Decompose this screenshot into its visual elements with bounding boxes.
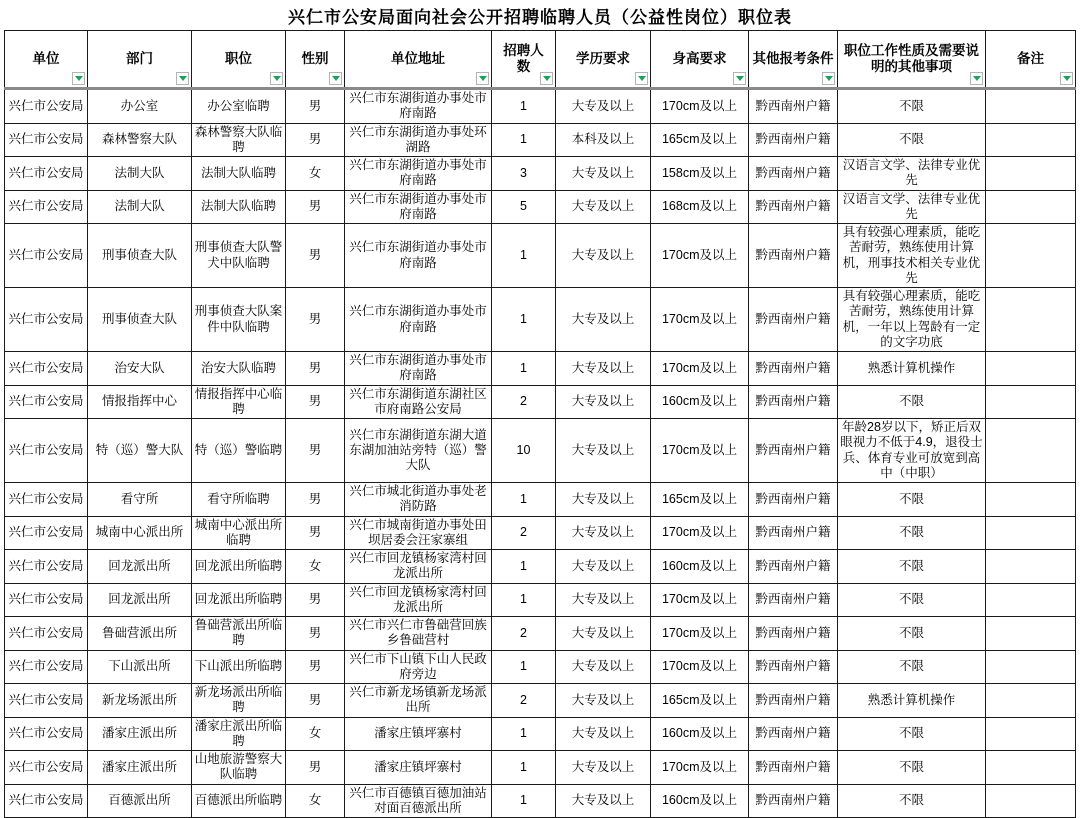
cell-position: 刑事侦查大队案件中队临聘	[192, 288, 286, 352]
cell-other-conditions: 黔西南州户籍	[749, 190, 838, 224]
job-positions-table	[4, 30, 1076, 818]
cell-position: 法制大队临聘	[192, 190, 286, 224]
cell-department: 特（巡）警大队	[88, 419, 192, 483]
header-row	[5, 31, 1076, 89]
cell-job-nature: 不限	[838, 123, 986, 157]
column-header-headcount	[492, 31, 556, 89]
table-row	[5, 583, 1076, 617]
table-row	[5, 784, 1076, 818]
cell-height-req: 165cm及以上	[651, 123, 749, 157]
column-header-label: 学历要求	[576, 50, 630, 66]
cell-address: 兴仁市下山镇下山人民政府旁边	[345, 650, 492, 684]
filter-dropdown-button[interactable]	[329, 72, 342, 85]
cell-other-conditions: 黔西南州户籍	[749, 352, 838, 386]
cell-gender: 男	[286, 483, 345, 517]
cell-other-conditions: 黔西南州户籍	[749, 157, 838, 191]
cell-job-nature: 不限	[838, 717, 986, 751]
cell-position: 回龙派出所临聘	[192, 583, 286, 617]
cell-unit: 兴仁市公安局	[5, 717, 88, 751]
cell-gender: 男	[286, 617, 345, 651]
cell-education: 大专及以上	[556, 751, 651, 785]
table-row	[5, 123, 1076, 157]
cell-job-nature: 不限	[838, 751, 986, 785]
cell-gender: 男	[286, 650, 345, 684]
cell-gender: 女	[286, 784, 345, 818]
table-row	[5, 89, 1076, 124]
cell-remarks	[986, 288, 1076, 352]
cell-education: 大专及以上	[556, 385, 651, 419]
cell-education: 大专及以上	[556, 583, 651, 617]
filter-arrow-icon	[543, 76, 551, 81]
table-row	[5, 751, 1076, 785]
cell-gender: 女	[286, 550, 345, 584]
cell-other-conditions: 黔西南州户籍	[749, 784, 838, 818]
cell-address: 兴仁市东湖街道办事处市府南路	[345, 190, 492, 224]
cell-position: 城南中心派出所临聘	[192, 516, 286, 550]
cell-address: 兴仁市百德镇百德加油站对面百德派出所	[345, 784, 492, 818]
cell-gender: 男	[286, 751, 345, 785]
cell-height-req: 170cm及以上	[651, 419, 749, 483]
cell-gender: 男	[286, 89, 345, 124]
filter-arrow-icon	[273, 76, 281, 81]
cell-height-req: 165cm及以上	[651, 483, 749, 517]
column-header-education	[556, 31, 651, 89]
filter-arrow-icon	[1063, 76, 1071, 81]
table-row	[5, 224, 1076, 288]
cell-job-nature: 不限	[838, 483, 986, 517]
filter-dropdown-button[interactable]	[1060, 72, 1073, 85]
cell-remarks	[986, 385, 1076, 419]
cell-job-nature: 具有较强心理素质，能吃苦耐劳，熟练使用计算机，刑事技术相关专业优先	[838, 224, 986, 288]
cell-height-req: 168cm及以上	[651, 190, 749, 224]
cell-education: 大专及以上	[556, 516, 651, 550]
cell-job-nature: 熟悉计算机操作	[838, 684, 986, 718]
cell-job-nature: 不限	[838, 617, 986, 651]
cell-address: 兴仁市东湖街道办事处市府南路	[345, 224, 492, 288]
table-row	[5, 352, 1076, 386]
cell-department: 情报指挥中心	[88, 385, 192, 419]
cell-position: 办公室临聘	[192, 89, 286, 124]
column-header-gender	[286, 31, 345, 89]
cell-unit: 兴仁市公安局	[5, 784, 88, 818]
cell-position: 法制大队临聘	[192, 157, 286, 191]
cell-gender: 男	[286, 385, 345, 419]
table-body	[5, 89, 1076, 818]
cell-headcount: 1	[492, 717, 556, 751]
cell-address: 兴仁市东湖街道办事处环湖路	[345, 123, 492, 157]
cell-job-nature: 不限	[838, 385, 986, 419]
column-header-label: 招聘人数	[503, 42, 544, 74]
cell-address: 兴仁市东湖街道办事处市府南路	[345, 288, 492, 352]
cell-other-conditions: 黔西南州户籍	[749, 583, 838, 617]
cell-position: 鲁础营派出所临聘	[192, 617, 286, 651]
cell-education: 大专及以上	[556, 288, 651, 352]
cell-unit: 兴仁市公安局	[5, 123, 88, 157]
page-title	[0, 0, 1080, 30]
cell-gender: 男	[286, 288, 345, 352]
cell-unit: 兴仁市公安局	[5, 385, 88, 419]
cell-headcount: 1	[492, 550, 556, 584]
cell-unit: 兴仁市公安局	[5, 684, 88, 718]
cell-job-nature: 不限	[838, 784, 986, 818]
cell-height-req: 170cm及以上	[651, 583, 749, 617]
cell-job-nature: 不限	[838, 583, 986, 617]
cell-unit: 兴仁市公安局	[5, 288, 88, 352]
cell-education: 大专及以上	[556, 550, 651, 584]
column-header-unit	[5, 31, 88, 89]
cell-other-conditions: 黔西南州户籍	[749, 650, 838, 684]
cell-unit: 兴仁市公安局	[5, 483, 88, 517]
cell-department: 法制大队	[88, 190, 192, 224]
column-header-label: 其他报考条件	[752, 50, 834, 66]
table-row	[5, 550, 1076, 584]
cell-department: 回龙派出所	[88, 550, 192, 584]
cell-remarks	[986, 190, 1076, 224]
cell-position: 百德派出所临聘	[192, 784, 286, 818]
cell-height-req: 170cm及以上	[651, 224, 749, 288]
filter-arrow-icon	[638, 76, 646, 81]
table-row	[5, 650, 1076, 684]
cell-department: 潘家庄派出所	[88, 717, 192, 751]
cell-department: 新龙场派出所	[88, 684, 192, 718]
cell-job-nature: 不限	[838, 89, 986, 124]
cell-headcount: 2	[492, 684, 556, 718]
cell-height-req: 170cm及以上	[651, 352, 749, 386]
cell-education: 大专及以上	[556, 617, 651, 651]
cell-education: 大专及以上	[556, 190, 651, 224]
cell-other-conditions: 黔西南州户籍	[749, 224, 838, 288]
cell-department: 森林警察大队	[88, 123, 192, 157]
cell-job-nature: 不限	[838, 650, 986, 684]
column-header-label: 身高要求	[672, 50, 727, 66]
cell-address: 兴仁市东湖街道办事处市府南路	[345, 89, 492, 124]
cell-gender: 男	[286, 352, 345, 386]
cell-address: 兴仁市兴仁市鲁础营回族乡鲁础营村	[345, 617, 492, 651]
column-header-label: 性别	[301, 50, 329, 66]
cell-unit: 兴仁市公安局	[5, 550, 88, 584]
cell-job-nature: 不限	[838, 516, 986, 550]
cell-gender: 男	[286, 224, 345, 288]
cell-position: 森林警察大队临聘	[192, 123, 286, 157]
table-row	[5, 157, 1076, 191]
cell-education: 大专及以上	[556, 419, 651, 483]
cell-unit: 兴仁市公安局	[5, 352, 88, 386]
cell-headcount: 1	[492, 784, 556, 818]
cell-other-conditions: 黔西南州户籍	[749, 288, 838, 352]
column-header-label: 职位工作性质及需要说明的其他事项	[844, 42, 979, 74]
filter-dropdown-button[interactable]	[72, 72, 85, 85]
cell-unit: 兴仁市公安局	[5, 583, 88, 617]
table-row	[5, 419, 1076, 483]
cell-headcount: 5	[492, 190, 556, 224]
table-row	[5, 516, 1076, 550]
column-header-department	[88, 31, 192, 89]
cell-other-conditions: 黔西南州户籍	[749, 617, 838, 651]
column-header-label: 单位	[32, 50, 60, 66]
cell-education: 本科及以上	[556, 123, 651, 157]
cell-other-conditions: 黔西南州户籍	[749, 419, 838, 483]
cell-remarks	[986, 583, 1076, 617]
cell-position: 下山派出所临聘	[192, 650, 286, 684]
cell-headcount: 3	[492, 157, 556, 191]
cell-position: 回龙派出所临聘	[192, 550, 286, 584]
cell-headcount: 1	[492, 352, 556, 386]
cell-height-req: 160cm及以上	[651, 385, 749, 419]
table-row	[5, 617, 1076, 651]
cell-headcount: 1	[492, 123, 556, 157]
cell-department: 办公室	[88, 89, 192, 124]
cell-other-conditions: 黔西南州户籍	[749, 385, 838, 419]
cell-gender: 女	[286, 157, 345, 191]
cell-remarks	[986, 784, 1076, 818]
cell-department: 潘家庄派出所	[88, 751, 192, 785]
cell-job-nature: 不限	[838, 550, 986, 584]
filter-dropdown-button[interactable]	[270, 72, 283, 85]
cell-height-req: 170cm及以上	[651, 288, 749, 352]
cell-education: 大专及以上	[556, 157, 651, 191]
cell-remarks	[986, 617, 1076, 651]
cell-education: 大专及以上	[556, 650, 651, 684]
filter-dropdown-button[interactable]	[822, 72, 835, 85]
cell-address: 兴仁市城南街道办事处田坝居委会汪家寨组	[345, 516, 492, 550]
column-header-label: 单位地址	[391, 50, 445, 66]
cell-position: 刑事侦查大队警犬中队临聘	[192, 224, 286, 288]
filter-arrow-icon	[479, 76, 487, 81]
cell-height-req: 170cm及以上	[651, 617, 749, 651]
cell-department: 刑事侦查大队	[88, 288, 192, 352]
cell-headcount: 2	[492, 516, 556, 550]
cell-headcount: 1	[492, 224, 556, 288]
cell-remarks	[986, 419, 1076, 483]
page-title-text: 兴仁市公安局面向社会公开招聘临聘人员（公益性岗位）职位表	[288, 7, 792, 27]
column-header-label: 部门	[126, 50, 153, 66]
column-header-height-req	[651, 31, 749, 89]
cell-other-conditions: 黔西南州户籍	[749, 483, 838, 517]
cell-height-req: 170cm及以上	[651, 516, 749, 550]
cell-gender: 男	[286, 516, 345, 550]
table-row	[5, 385, 1076, 419]
cell-other-conditions: 黔西南州户籍	[749, 89, 838, 124]
cell-department: 鲁础营派出所	[88, 617, 192, 651]
cell-education: 大专及以上	[556, 684, 651, 718]
cell-address: 兴仁市东湖街道办事处市府南路	[345, 352, 492, 386]
cell-remarks	[986, 157, 1076, 191]
filter-arrow-icon	[973, 76, 981, 81]
filter-dropdown-button[interactable]	[970, 72, 983, 85]
cell-address: 兴仁市新龙场镇新龙场派出所	[345, 684, 492, 718]
cell-unit: 兴仁市公安局	[5, 650, 88, 684]
cell-address: 潘家庄镇坪寨村	[345, 751, 492, 785]
cell-height-req: 160cm及以上	[651, 717, 749, 751]
cell-height-req: 158cm及以上	[651, 157, 749, 191]
cell-other-conditions: 黔西南州户籍	[749, 684, 838, 718]
cell-headcount: 2	[492, 617, 556, 651]
cell-headcount: 2	[492, 385, 556, 419]
cell-job-nature: 年龄28岁以下，矫正后双眼视力不低于4.9，退役士兵、体育专业可放宽到高中（中职）	[838, 419, 986, 483]
cell-headcount: 1	[492, 89, 556, 124]
cell-remarks	[986, 650, 1076, 684]
cell-department: 百德派出所	[88, 784, 192, 818]
cell-position: 新龙场派出所临聘	[192, 684, 286, 718]
cell-position: 潘家庄派出所临聘	[192, 717, 286, 751]
filter-dropdown-button[interactable]	[733, 72, 746, 85]
table-header	[5, 31, 1076, 89]
cell-other-conditions: 黔西南州户籍	[749, 717, 838, 751]
cell-other-conditions: 黔西南州户籍	[749, 550, 838, 584]
filter-dropdown-button[interactable]	[635, 72, 648, 85]
filter-arrow-icon	[736, 76, 744, 81]
cell-height-req: 160cm及以上	[651, 784, 749, 818]
cell-unit: 兴仁市公安局	[5, 419, 88, 483]
table-row	[5, 684, 1076, 718]
cell-department: 回龙派出所	[88, 583, 192, 617]
column-header-job-nature	[838, 31, 986, 89]
cell-gender: 男	[286, 190, 345, 224]
cell-headcount: 1	[492, 583, 556, 617]
cell-headcount: 10	[492, 419, 556, 483]
cell-education: 大专及以上	[556, 352, 651, 386]
column-header-other-conditions	[749, 31, 838, 89]
table-row	[5, 190, 1076, 224]
cell-unit: 兴仁市公安局	[5, 224, 88, 288]
filter-arrow-icon	[179, 76, 187, 81]
cell-department: 治安大队	[88, 352, 192, 386]
cell-remarks	[986, 224, 1076, 288]
cell-remarks	[986, 516, 1076, 550]
cell-department: 城南中心派出所	[88, 516, 192, 550]
cell-height-req: 170cm及以上	[651, 650, 749, 684]
cell-address: 兴仁市东湖街道东湖大道东湖加油站旁特（巡）警大队	[345, 419, 492, 483]
cell-unit: 兴仁市公安局	[5, 157, 88, 191]
cell-job-nature: 汉语言文学、法律专业优先	[838, 157, 986, 191]
cell-department: 下山派出所	[88, 650, 192, 684]
filter-dropdown-button[interactable]	[176, 72, 189, 85]
cell-remarks	[986, 89, 1076, 124]
cell-position: 情报指挥中心临聘	[192, 385, 286, 419]
cell-other-conditions: 黔西南州户籍	[749, 516, 838, 550]
cell-gender: 男	[286, 419, 345, 483]
cell-address: 兴仁市东湖街道办事处市府南路	[345, 157, 492, 191]
cell-other-conditions: 黔西南州户籍	[749, 123, 838, 157]
table-row	[5, 288, 1076, 352]
cell-gender: 男	[286, 123, 345, 157]
filter-dropdown-button[interactable]	[476, 72, 489, 85]
cell-address: 潘家庄镇坪寨村	[345, 717, 492, 751]
cell-education: 大专及以上	[556, 784, 651, 818]
table-row	[5, 483, 1076, 517]
cell-remarks	[986, 717, 1076, 751]
cell-unit: 兴仁市公安局	[5, 89, 88, 124]
cell-department: 法制大队	[88, 157, 192, 191]
cell-position: 山地旅游警察大队临聘	[192, 751, 286, 785]
filter-arrow-icon	[332, 76, 340, 81]
cell-education: 大专及以上	[556, 717, 651, 751]
cell-job-nature: 具有较强心理素质，能吃苦耐劳，熟练使用计算机，一年以上驾龄有一定的文字功底	[838, 288, 986, 352]
cell-remarks	[986, 123, 1076, 157]
cell-height-req: 170cm及以上	[651, 89, 749, 124]
cell-job-nature: 熟悉计算机操作	[838, 352, 986, 386]
column-header-address	[345, 31, 492, 89]
cell-education: 大专及以上	[556, 89, 651, 124]
filter-dropdown-button[interactable]	[540, 72, 553, 85]
cell-height-req: 170cm及以上	[651, 751, 749, 785]
cell-address: 兴仁市城北街道办事处老消防路	[345, 483, 492, 517]
cell-unit: 兴仁市公安局	[5, 617, 88, 651]
table-row	[5, 717, 1076, 751]
column-header-remarks	[986, 31, 1076, 89]
cell-headcount: 1	[492, 751, 556, 785]
cell-position: 看守所临聘	[192, 483, 286, 517]
filter-arrow-icon	[825, 76, 833, 81]
cell-gender: 男	[286, 684, 345, 718]
filter-arrow-icon	[75, 76, 83, 81]
cell-unit: 兴仁市公安局	[5, 516, 88, 550]
cell-headcount: 1	[492, 288, 556, 352]
cell-remarks	[986, 483, 1076, 517]
column-header-label: 备注	[1017, 50, 1044, 66]
cell-department: 看守所	[88, 483, 192, 517]
cell-education: 大专及以上	[556, 224, 651, 288]
column-header-position	[192, 31, 286, 89]
cell-address: 兴仁市东湖街道东湖社区市府南路公安局	[345, 385, 492, 419]
cell-address: 兴仁市回龙镇杨家湾村回龙派出所	[345, 550, 492, 584]
cell-remarks	[986, 550, 1076, 584]
column-header-label: 职位	[225, 50, 252, 66]
cell-remarks	[986, 751, 1076, 785]
cell-gender: 男	[286, 583, 345, 617]
cell-address: 兴仁市回龙镇杨家湾村回龙派出所	[345, 583, 492, 617]
cell-department: 刑事侦查大队	[88, 224, 192, 288]
cell-unit: 兴仁市公安局	[5, 751, 88, 785]
cell-headcount: 1	[492, 483, 556, 517]
cell-unit: 兴仁市公安局	[5, 190, 88, 224]
cell-position: 特（巡）警临聘	[192, 419, 286, 483]
cell-position: 治安大队临聘	[192, 352, 286, 386]
cell-education: 大专及以上	[556, 483, 651, 517]
cell-height-req: 160cm及以上	[651, 550, 749, 584]
cell-job-nature: 汉语言文学、法律专业优先	[838, 190, 986, 224]
cell-height-req: 165cm及以上	[651, 684, 749, 718]
cell-remarks	[986, 352, 1076, 386]
cell-gender: 女	[286, 717, 345, 751]
cell-other-conditions: 黔西南州户籍	[749, 751, 838, 785]
cell-remarks	[986, 684, 1076, 718]
cell-headcount: 1	[492, 650, 556, 684]
